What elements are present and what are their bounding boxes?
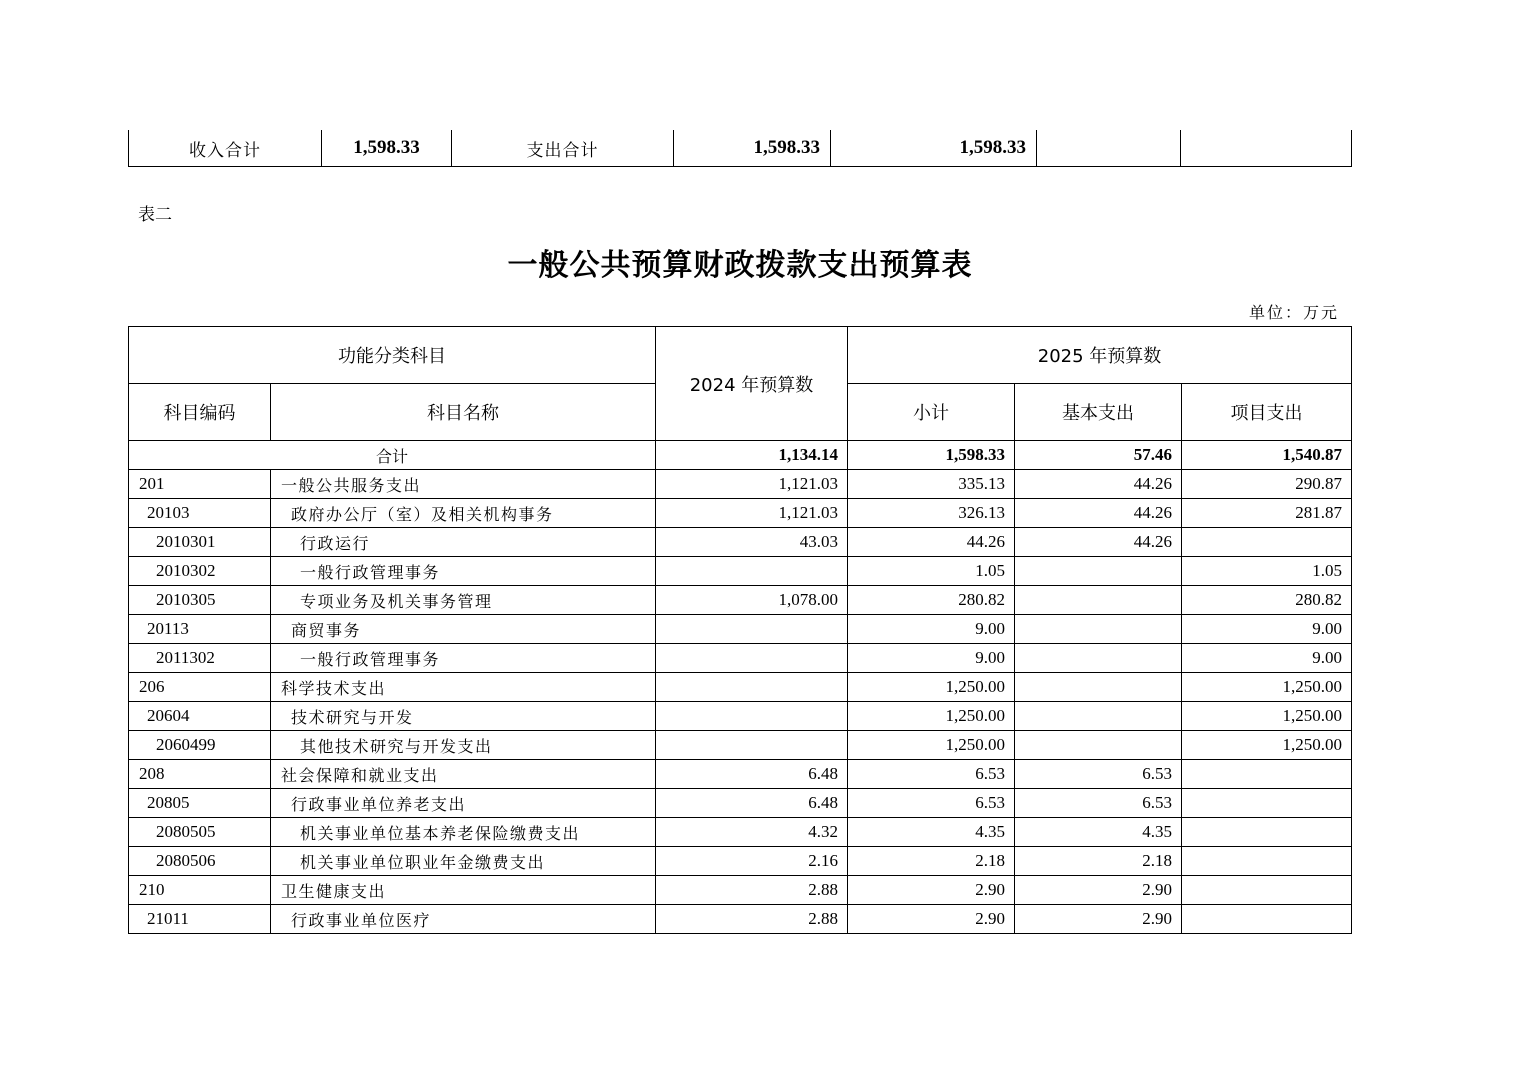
table-row xyxy=(129,499,1352,528)
account-name: 商贸事务 xyxy=(271,615,656,644)
budget-2025-basic: 2.90 xyxy=(1015,905,1182,934)
expense-total-value-2: 1,598.33 xyxy=(831,130,1037,167)
account-code: 201 xyxy=(129,470,271,499)
budget-2025-basic: 44.26 xyxy=(1015,470,1182,499)
account-name: 技术研究与开发 xyxy=(271,702,656,731)
table-row xyxy=(129,847,1352,876)
page-title: 一般公共预算财政拨款支出预算表 xyxy=(507,249,973,282)
budget-2025-subtotal: 9.00 xyxy=(848,615,1015,644)
account-name: 社会保障和就业支出 xyxy=(271,760,656,789)
table-row xyxy=(129,760,1352,789)
budget-2025-subtotal: 2.18 xyxy=(848,847,1015,876)
budget-2025-project: 9.00 xyxy=(1182,615,1352,644)
account-name: 科学技术支出 xyxy=(271,673,656,702)
budget-2025-basic: 2.90 xyxy=(1015,876,1182,905)
budget-2025-project: 1.05 xyxy=(1182,557,1352,586)
account-code: 20103 xyxy=(129,499,271,528)
account-code: 20113 xyxy=(129,615,271,644)
budget-2025-subtotal: 1,250.00 xyxy=(848,731,1015,760)
table-row xyxy=(129,876,1352,905)
account-name: 机关事业单位基本养老保险缴费支出 xyxy=(271,818,656,847)
budget-2025-basic xyxy=(1015,615,1182,644)
budget-2024 xyxy=(656,731,848,760)
budget-2025-basic xyxy=(1015,586,1182,615)
account-code: 20604 xyxy=(129,702,271,731)
total-2024: 1,134.14 xyxy=(656,441,848,470)
account-name: 一般公共服务支出 xyxy=(271,470,656,499)
account-name: 行政事业单位医疗 xyxy=(271,905,656,934)
budget-2025-subtotal: 9.00 xyxy=(848,644,1015,673)
budget-2024: 1,078.00 xyxy=(656,586,848,615)
account-name: 机关事业单位职业年金缴费支出 xyxy=(271,847,656,876)
account-name: 其他技术研究与开发支出 xyxy=(271,731,656,760)
account-name: 政府办公厅（室）及相关机构事务 xyxy=(271,499,656,528)
account-code: 20805 xyxy=(129,789,271,818)
budget-2024: 6.48 xyxy=(656,760,848,789)
total-subtotal: 1,598.33 xyxy=(848,441,1015,470)
expense-total-value: 1,598.33 xyxy=(674,130,831,167)
budget-2024: 4.32 xyxy=(656,818,848,847)
budget-2024: 43.03 xyxy=(656,528,848,557)
header-code: 科目编码 xyxy=(129,384,271,441)
account-code: 2060499 xyxy=(129,731,271,760)
budget-2024 xyxy=(656,644,848,673)
summary-table xyxy=(128,130,1352,167)
budget-2025-subtotal: 280.82 xyxy=(848,586,1015,615)
budget-2025-project: 1,250.00 xyxy=(1182,673,1352,702)
account-name: 专项业务及机关事务管理 xyxy=(271,586,656,615)
budget-2025-subtotal: 335.13 xyxy=(848,470,1015,499)
account-name: 一般行政管理事务 xyxy=(271,644,656,673)
total-label: 合计 xyxy=(129,441,656,470)
income-total-value: 1,598.33 xyxy=(322,130,452,167)
budget-2025-basic xyxy=(1015,702,1182,731)
budget-table xyxy=(128,326,1352,934)
budget-2025-subtotal: 1,250.00 xyxy=(848,673,1015,702)
budget-2025-project: 1,250.00 xyxy=(1182,702,1352,731)
budget-2025-subtotal: 1,250.00 xyxy=(848,702,1015,731)
budget-2025-subtotal: 44.26 xyxy=(848,528,1015,557)
account-name: 行政运行 xyxy=(271,528,656,557)
table-row xyxy=(129,905,1352,934)
table-row xyxy=(129,818,1352,847)
total-row xyxy=(129,441,1352,470)
empty-cell xyxy=(1037,130,1181,167)
budget-2025-project: 280.82 xyxy=(1182,586,1352,615)
account-code: 206 xyxy=(129,673,271,702)
budget-2025-subtotal: 6.53 xyxy=(848,789,1015,818)
total-project: 1,540.87 xyxy=(1182,441,1352,470)
budget-2025-subtotal: 4.35 xyxy=(848,818,1015,847)
budget-2025-basic: 44.26 xyxy=(1015,528,1182,557)
budget-2025-project xyxy=(1182,876,1352,905)
table-row xyxy=(129,789,1352,818)
header-basic: 基本支出 xyxy=(1015,384,1182,441)
budget-2025-project: 9.00 xyxy=(1182,644,1352,673)
budget-2025-basic: 6.53 xyxy=(1015,789,1182,818)
budget-2024 xyxy=(656,615,848,644)
budget-2024 xyxy=(656,557,848,586)
account-code: 2080505 xyxy=(129,818,271,847)
table-row xyxy=(129,644,1352,673)
budget-2024: 2.88 xyxy=(656,876,848,905)
table-row xyxy=(129,673,1352,702)
income-total-label: 收入合计 xyxy=(129,130,322,167)
budget-2025-basic: 6.53 xyxy=(1015,760,1182,789)
account-name: 一般行政管理事务 xyxy=(271,557,656,586)
budget-2025-basic xyxy=(1015,644,1182,673)
account-code: 208 xyxy=(129,760,271,789)
budget-2024: 1,121.03 xyxy=(656,499,848,528)
budget-2025-subtotal: 2.90 xyxy=(848,905,1015,934)
table-row xyxy=(129,615,1352,644)
budget-2025-basic xyxy=(1015,557,1182,586)
header-function-class: 功能分类科目 xyxy=(129,327,656,384)
account-code: 2010301 xyxy=(129,528,271,557)
budget-2025-basic: 44.26 xyxy=(1015,499,1182,528)
header-2025-budget: 2025 年预算数 xyxy=(848,327,1352,384)
budget-2025-basic: 2.18 xyxy=(1015,847,1182,876)
table-row xyxy=(129,470,1352,499)
budget-2025-project xyxy=(1182,847,1352,876)
budget-2025-subtotal: 2.90 xyxy=(848,876,1015,905)
budget-2025-project xyxy=(1182,905,1352,934)
budget-2024: 2.16 xyxy=(656,847,848,876)
budget-2024 xyxy=(656,702,848,731)
account-code: 2010302 xyxy=(129,557,271,586)
account-code: 2080506 xyxy=(129,847,271,876)
budget-2024: 6.48 xyxy=(656,789,848,818)
table-number-label: 表二 xyxy=(138,205,172,225)
budget-2025-subtotal: 6.53 xyxy=(848,760,1015,789)
budget-2025-basic: 4.35 xyxy=(1015,818,1182,847)
total-basic: 57.46 xyxy=(1015,441,1182,470)
table-row xyxy=(129,731,1352,760)
budget-2024: 1,121.03 xyxy=(656,470,848,499)
table-row xyxy=(129,557,1352,586)
budget-2025-project xyxy=(1182,789,1352,818)
budget-2025-project: 1,250.00 xyxy=(1182,731,1352,760)
account-code: 21011 xyxy=(129,905,271,934)
budget-2025-subtotal: 326.13 xyxy=(848,499,1015,528)
budget-2025-project xyxy=(1182,760,1352,789)
account-code: 210 xyxy=(129,876,271,905)
header-2024-budget: 2024 年预算数 xyxy=(656,327,848,441)
header-project: 项目支出 xyxy=(1182,384,1352,441)
budget-2025-subtotal: 1.05 xyxy=(848,557,1015,586)
empty-cell xyxy=(1181,130,1352,167)
budget-2024 xyxy=(656,673,848,702)
budget-2025-project xyxy=(1182,818,1352,847)
summary-row xyxy=(129,130,1352,167)
budget-2025-basic xyxy=(1015,673,1182,702)
header-subtotal: 小计 xyxy=(848,384,1015,441)
account-name: 行政事业单位养老支出 xyxy=(271,789,656,818)
table-row xyxy=(129,702,1352,731)
budget-2025-project: 281.87 xyxy=(1182,499,1352,528)
header-name: 科目名称 xyxy=(271,384,656,441)
account-code: 2010305 xyxy=(129,586,271,615)
account-code: 2011302 xyxy=(129,644,271,673)
table-row xyxy=(129,586,1352,615)
budget-2025-project xyxy=(1182,528,1352,557)
budget-2025-basic xyxy=(1015,731,1182,760)
table-row xyxy=(129,528,1352,557)
budget-2025-project: 290.87 xyxy=(1182,470,1352,499)
unit-label: 单位：万元 xyxy=(1248,303,1339,322)
account-name: 卫生健康支出 xyxy=(271,876,656,905)
budget-2024: 2.88 xyxy=(656,905,848,934)
expense-total-label: 支出合计 xyxy=(452,130,674,167)
